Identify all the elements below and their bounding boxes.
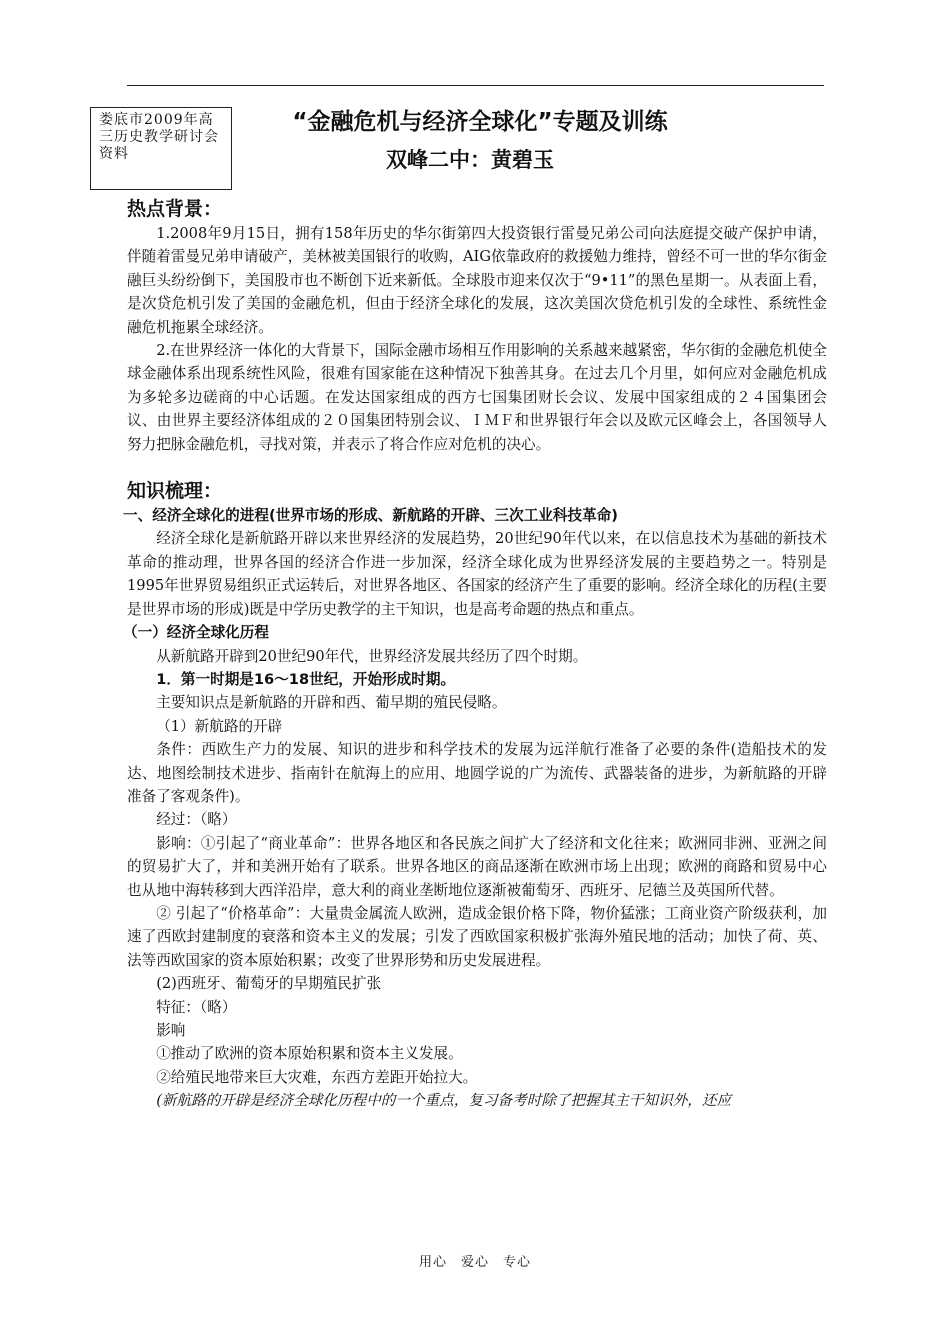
effect-paragraph-1: 影响：①引起了“商业革命”：世界各地区和各民族之间扩大了经济和文化往来；欧洲同非洲、亚洲之间的贸易扩大了，并和美洲开始有了联系。世界各地区的商品逐渐在欧洲市场上出现；欧洲的商路和贸易中心也从地中海转移到大西洋沿岸，意大利的商业垄断地位逐渐被葡萄牙、西班牙、尼德兰及英国所代替。 <box>127 834 827 899</box>
document-body <box>123 196 827 1113</box>
effect-paragraph-2: ② 引起了“价格革命”：大量贵金属流人欧洲，造成金银价格下降，物价猛涨；工商业资产阶级获利，加速了西欧封建制度的衰落和资本主义的发展；引发了西欧国家积极扩张海外殖民地的活动；加快了荷、英、法等西欧国家的资本原始积累；改变了世界形势和历史发展进程。 <box>127 904 827 969</box>
note-paragraph: (新航路的开辟是经济全球化历程中的一个重点，复习备考时除了把握其主干知识外，还应 <box>156 1092 732 1110</box>
author-line: 双峰二中：黄碧玉 <box>386 148 554 172</box>
four-periods-paragraph: 从新航路开辟到20世纪90年代，世界经济发展共经历了四个时期。 <box>156 647 588 665</box>
item-1-heading: （1）新航路的开辟 <box>156 717 283 735</box>
section-heading-1: 一、经济全球化的进程(世界市场的形成、新航路的开辟、三次工业科技革命) <box>123 507 618 525</box>
conditions-paragraph: 条件：西欧生产力的发展、知识的进步和科学技术的发展为远洋航行准备了必要的条件(造船技术的发达、地图绘制技术进步、指南针在航海上的应用、地圆学说的广为流传、武器装备的进步，为新航路的开辟准备了客观条件)。 <box>127 741 827 805</box>
period-1-heading: 1．第一时期是16～18世纪，开始形成时期。 <box>156 670 456 688</box>
header-rule <box>127 85 824 86</box>
process-paragraph: 经过：（略） <box>156 811 237 829</box>
influence-heading: 影响 <box>156 1022 186 1039</box>
item-2-heading: (2)西班牙、葡萄牙的早期殖民扩张 <box>156 975 382 993</box>
knowledge-heading: 知识梳理： <box>127 480 223 503</box>
background-heading: 热点背景： <box>127 198 223 220</box>
influence-item-2: ②给殖民地带来巨大灾难，东西方差距开始拉大。 <box>156 1068 478 1086</box>
intro-paragraph: 经济全球化是新航路开辟以来世界经济的发展趋势，20世纪90年代以来，在以信息技术为基础的新技术革命的推动理，世界各国的经济合作进一步加深，经济全球化成为世界经济发展的主要趋势之一。特别是1995年世界贸易组织正式运转后，对世界各地区、各国家的经济产生了重要的影响。经济全球化的历程(主要是世界市场的形成)既是中学历史教学的主干知识，也是高考命题的热点和重点。 <box>127 530 827 618</box>
subsection-heading: （一）经济全球化历程 <box>123 624 269 642</box>
side-note-box: 娄底市2009年高三历史教学研讨会资料 <box>90 107 232 190</box>
document-title: “金融危机与经济全球化”专题及训练 <box>292 109 668 135</box>
background-paragraph-2: 2.在世界经济一体化的大背景下，国际金融市场相互作用影响的关系越来越紧密，华尔街的金融危机使全球金融体系出现系统性风险，很难有国家能在这种情况下独善其身。在过去几个月里，如何应对金融危机成为多轮多边磋商的中心话题。在发达国家组成的西方七国集团财长会议、发展中国家组成的２４国集团会议、由世界主要经济体组成的２０国集团特别会议、ＩＭＦ和世界银行年会以及欧元区峰会上，各国领导人努力把脉金融危机，寻找对策，并表示了将合作应对危机的决心。 <box>127 342 827 453</box>
page-footer: 用心 爱心 专心 <box>418 1255 531 1270</box>
influence-item-1: ①推动了欧洲的资本原始积累和资本主义发展。 <box>156 1045 463 1063</box>
main-points-paragraph: 主要知识点是新航路的开辟和西、葡早期的殖民侵略。 <box>156 694 507 712</box>
background-paragraph-1: 1.2008年9月15日，拥有158年历史的华尔街第四大投资银行雷曼兄弟公司向法庭提交破产保护申请，伴随着雷曼兄弟申请破产，美林被美国银行的收购，AIG依靠政府的救援勉力维持，曾经不可一世的华尔街金融巨头纷纷倒下，美国股市也不断创下近来新低。全球股市迎来仅次于“9•11”的黑色星期一。从表面上看，是次贷危机引发了美国的金融危机，但由于经济全球化的发展，这次美国次贷危机引发的全球性、系统性金融危机拖累全球经济。 <box>127 225 827 336</box>
features-paragraph: 特征：（略） <box>156 998 237 1016</box>
